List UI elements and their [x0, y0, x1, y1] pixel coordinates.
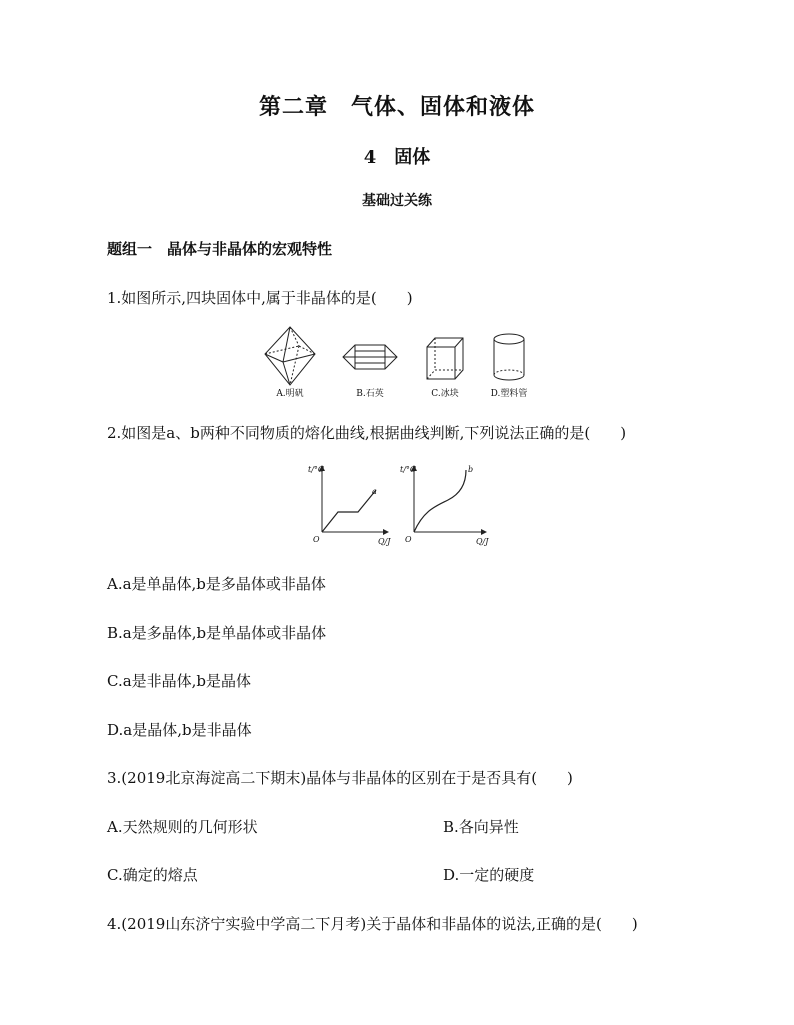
curve-b — [414, 470, 466, 532]
graph-b-curve-label: b — [468, 465, 474, 474]
question-2: 2.如图是a、b两种不同物质的熔化曲线,根据曲线判断,下列说法正确的是( ) — [107, 424, 627, 442]
graph-a-ylabel: t/°C — [308, 465, 325, 474]
q2-option-b: B.a是多晶体,b是单晶体或非晶体 — [107, 624, 327, 642]
q3-option-b: B.各向异性 — [443, 818, 519, 836]
q2-melting-curves — [300, 458, 500, 550]
q3-option-c: C.确定的熔点 — [107, 866, 198, 884]
q2-option-c: C.a是非晶体,b是晶体 — [107, 672, 252, 690]
label-alum: A.明矾 — [276, 389, 304, 399]
graph-b-xlabel: Q/J — [476, 537, 489, 546]
chapter-title: 第二章 气体、固体和液体 — [258, 94, 535, 120]
curve-a — [322, 490, 376, 532]
q2-option-d: D.a是晶体,b是非晶体 — [107, 721, 252, 739]
ice-cube-shape — [427, 338, 463, 379]
graph-b-ylabel: t/°C — [400, 465, 417, 474]
question-1: 1.如图所示,四块固体中,属于非晶体的是( ) — [107, 289, 413, 307]
quartz-shape — [343, 345, 397, 369]
q2-option-a: A.a是单晶体,b是多晶体或非晶体 — [107, 575, 326, 593]
graph-b-origin: O — [405, 535, 412, 544]
plastic-tube-shape — [494, 334, 524, 380]
graph-a-xlabel: Q/J — [378, 537, 391, 546]
octahedron-shape — [265, 327, 315, 385]
label-ice: C.冰块 — [431, 389, 459, 399]
group-title: 题组一 晶体与非晶体的宏观特性 — [107, 240, 333, 258]
question-3: 3.(2019北京海淀高二下期末)晶体与非晶体的区别在于是否具有( ) — [107, 769, 573, 787]
graph-a-curve-label: a — [372, 487, 377, 496]
label-quartz: B.石英 — [356, 389, 384, 399]
subsection-title: 基础过关练 — [362, 193, 432, 209]
question-4: 4.(2019山东济宁实验中学高二下月考)关于晶体和非晶体的说法,正确的是( ) — [107, 915, 638, 933]
q3-option-a: A.天然规则的几何形状 — [107, 818, 258, 836]
graph-a-origin: O — [313, 535, 320, 544]
section-title: 4 固体 — [363, 147, 431, 168]
q1-figure — [255, 322, 545, 402]
label-plastic-tube: D.塑料管 — [490, 389, 528, 399]
q3-option-d: D.一定的硬度 — [443, 866, 535, 884]
